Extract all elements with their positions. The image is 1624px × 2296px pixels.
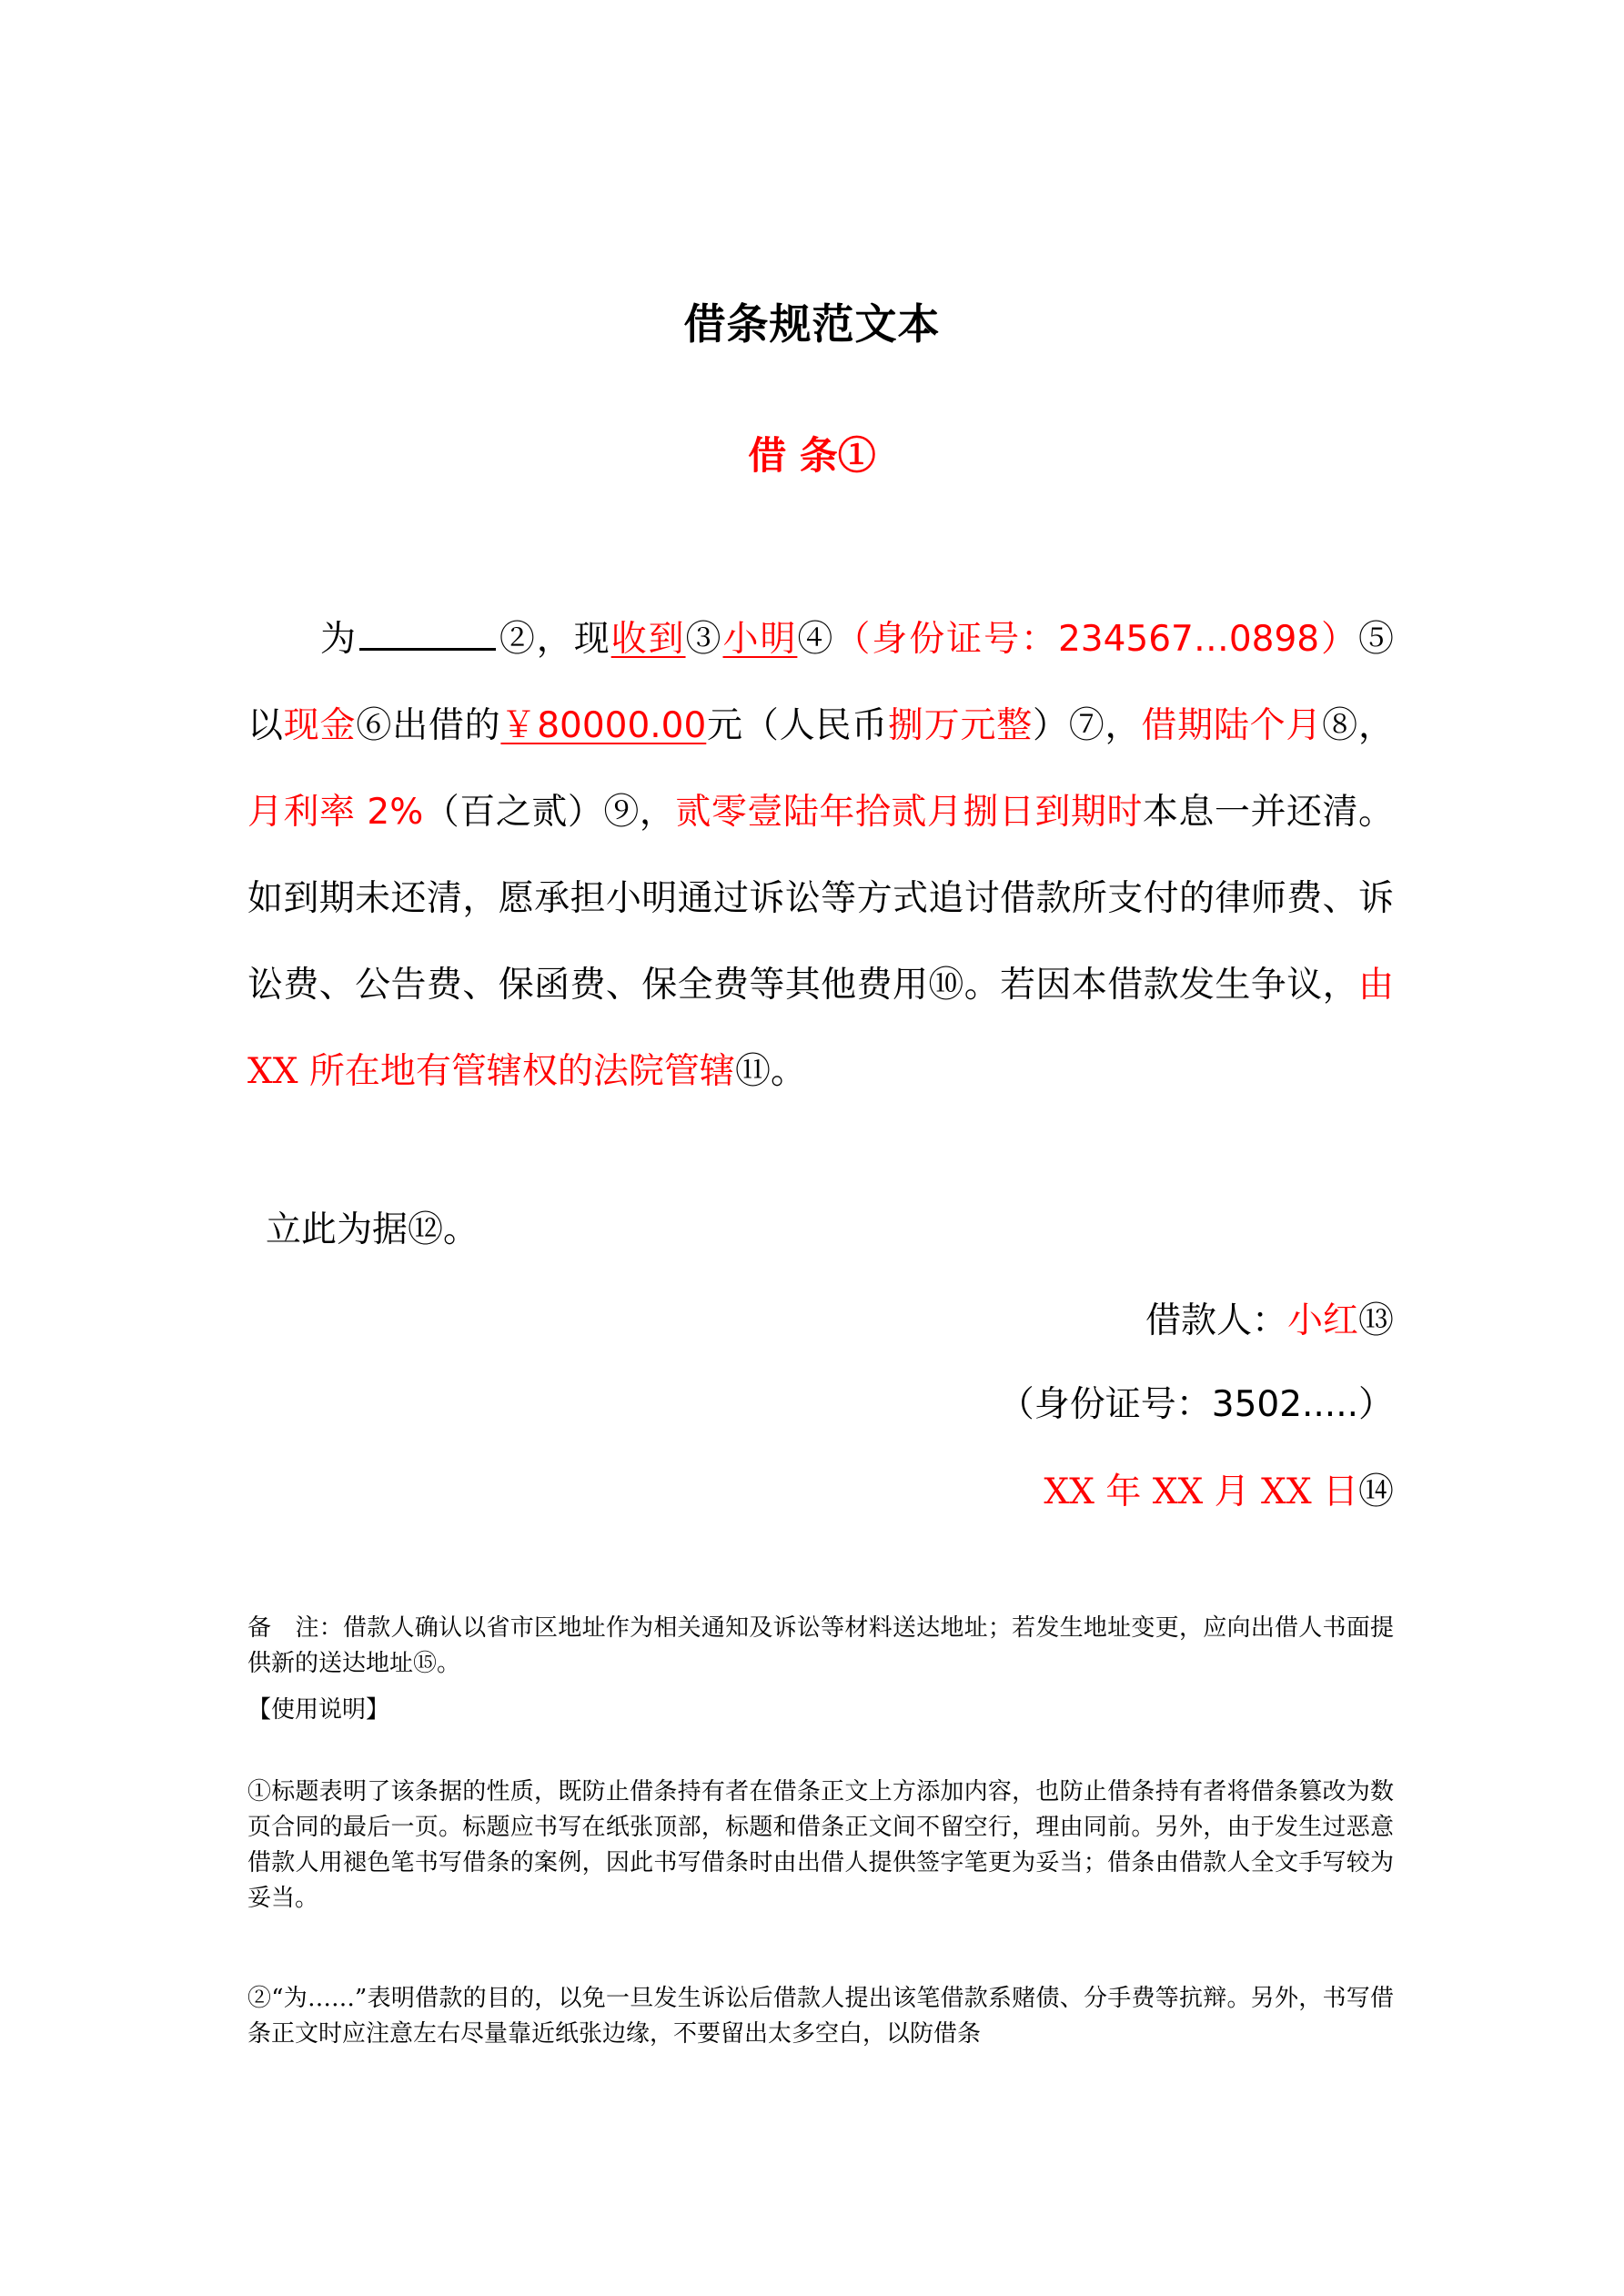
usage-title: 【使用说明】 xyxy=(247,1696,390,1724)
iou-body xyxy=(247,596,1394,1115)
loan-amount-chinese: 捌万元整 xyxy=(887,705,1033,746)
closing-statement: 立此为据⑫。 xyxy=(266,1209,479,1250)
by-text: 以 xyxy=(247,705,284,746)
annotation-14: ⑭ xyxy=(1357,1472,1394,1512)
iou-heading: 借 条① xyxy=(748,433,876,478)
sign-date: XX 年 XX 月 XX 日 xyxy=(1044,1472,1358,1512)
borrower-name: 小红 xyxy=(1286,1300,1358,1341)
lender-name: 小明 xyxy=(722,619,798,660)
annotation-8: ⑧， xyxy=(1322,705,1394,746)
interest-rate-chinese: （百之贰）⑨， xyxy=(423,792,676,833)
annotation-11: ⑪。 xyxy=(734,1051,806,1092)
due-date: 贰零壹陆年拾贰月捌日到期时 xyxy=(675,792,1143,833)
jurisdiction: 由 XX 所在地有管辖权的法院管辖 xyxy=(247,965,1394,1092)
usage-note-2: ②“为……”表明借款的目的，以免一旦发生诉讼后借款人提出该笔借款系赌债、分手费等抗辩。另外，书写借条正文时应注意左右尽量靠近纸张边缘，不要留出太多空白，以防借条 xyxy=(247,1985,1394,2048)
annotation-7: ）⑦， xyxy=(1033,705,1142,746)
document-title: 借条规范文本 xyxy=(683,299,941,349)
remark-note: 备 注：借款人确认以省市区地址作为相关通知及诉讼等材料送达地址；若发生地址变更，应向出借人书面提供新的送达地址⑮。 xyxy=(247,1614,1394,1677)
annotation-13: ⑬ xyxy=(1357,1300,1394,1341)
purpose-label: 为 xyxy=(318,619,358,660)
borrower-label: 借款人： xyxy=(1145,1300,1287,1341)
loan-term: 借期陆个月 xyxy=(1141,705,1323,746)
repayment-terms: 本息一并还清。如到期未还清，愿承担小明通过诉讼等方式追讨借款所支付的律师费、诉讼费、公告费、保函费、保全费等其他费用⑩。若因本借款发生争议， xyxy=(247,792,1394,1006)
currency-text: 元（人民币 xyxy=(706,705,888,746)
annotation-3: ③ xyxy=(685,619,723,660)
usage-note-1: ①标题表明了该条据的性质，既防止借条持有者在借条正文上方添加内容，也防止借条持有者将借条篡改为数页合同的最后一页。标题应书写在纸张顶部，标题和借条正文间不留空行，理由同前。另外，由于发生过恶意借款人用褪色笔书写借条的案例，因此书写借条时由出借人提供签字笔更为妥当；借条由借款人全文手写较为妥当。 xyxy=(247,1778,1394,1912)
payment-method: 现金 xyxy=(283,705,357,746)
annotation-2: ②，现 xyxy=(497,619,611,660)
annotation-6: ⑥出借的 xyxy=(356,705,501,746)
interest-rate: 月利率 2% xyxy=(247,792,424,833)
lender-id: （身份证号：234567…0898） xyxy=(834,619,1358,660)
borrower-id: （身份证号：3502.....） xyxy=(998,1384,1394,1425)
date-line xyxy=(1044,1463,1394,1514)
borrower-line xyxy=(1145,1292,1394,1343)
received-text: 收到 xyxy=(610,619,686,660)
annotation-4: ④ xyxy=(797,619,835,660)
annotation-5: ⑤ xyxy=(1357,619,1394,660)
loan-amount: ￥80000.00 xyxy=(500,705,707,746)
purpose-blank-line xyxy=(359,647,496,651)
